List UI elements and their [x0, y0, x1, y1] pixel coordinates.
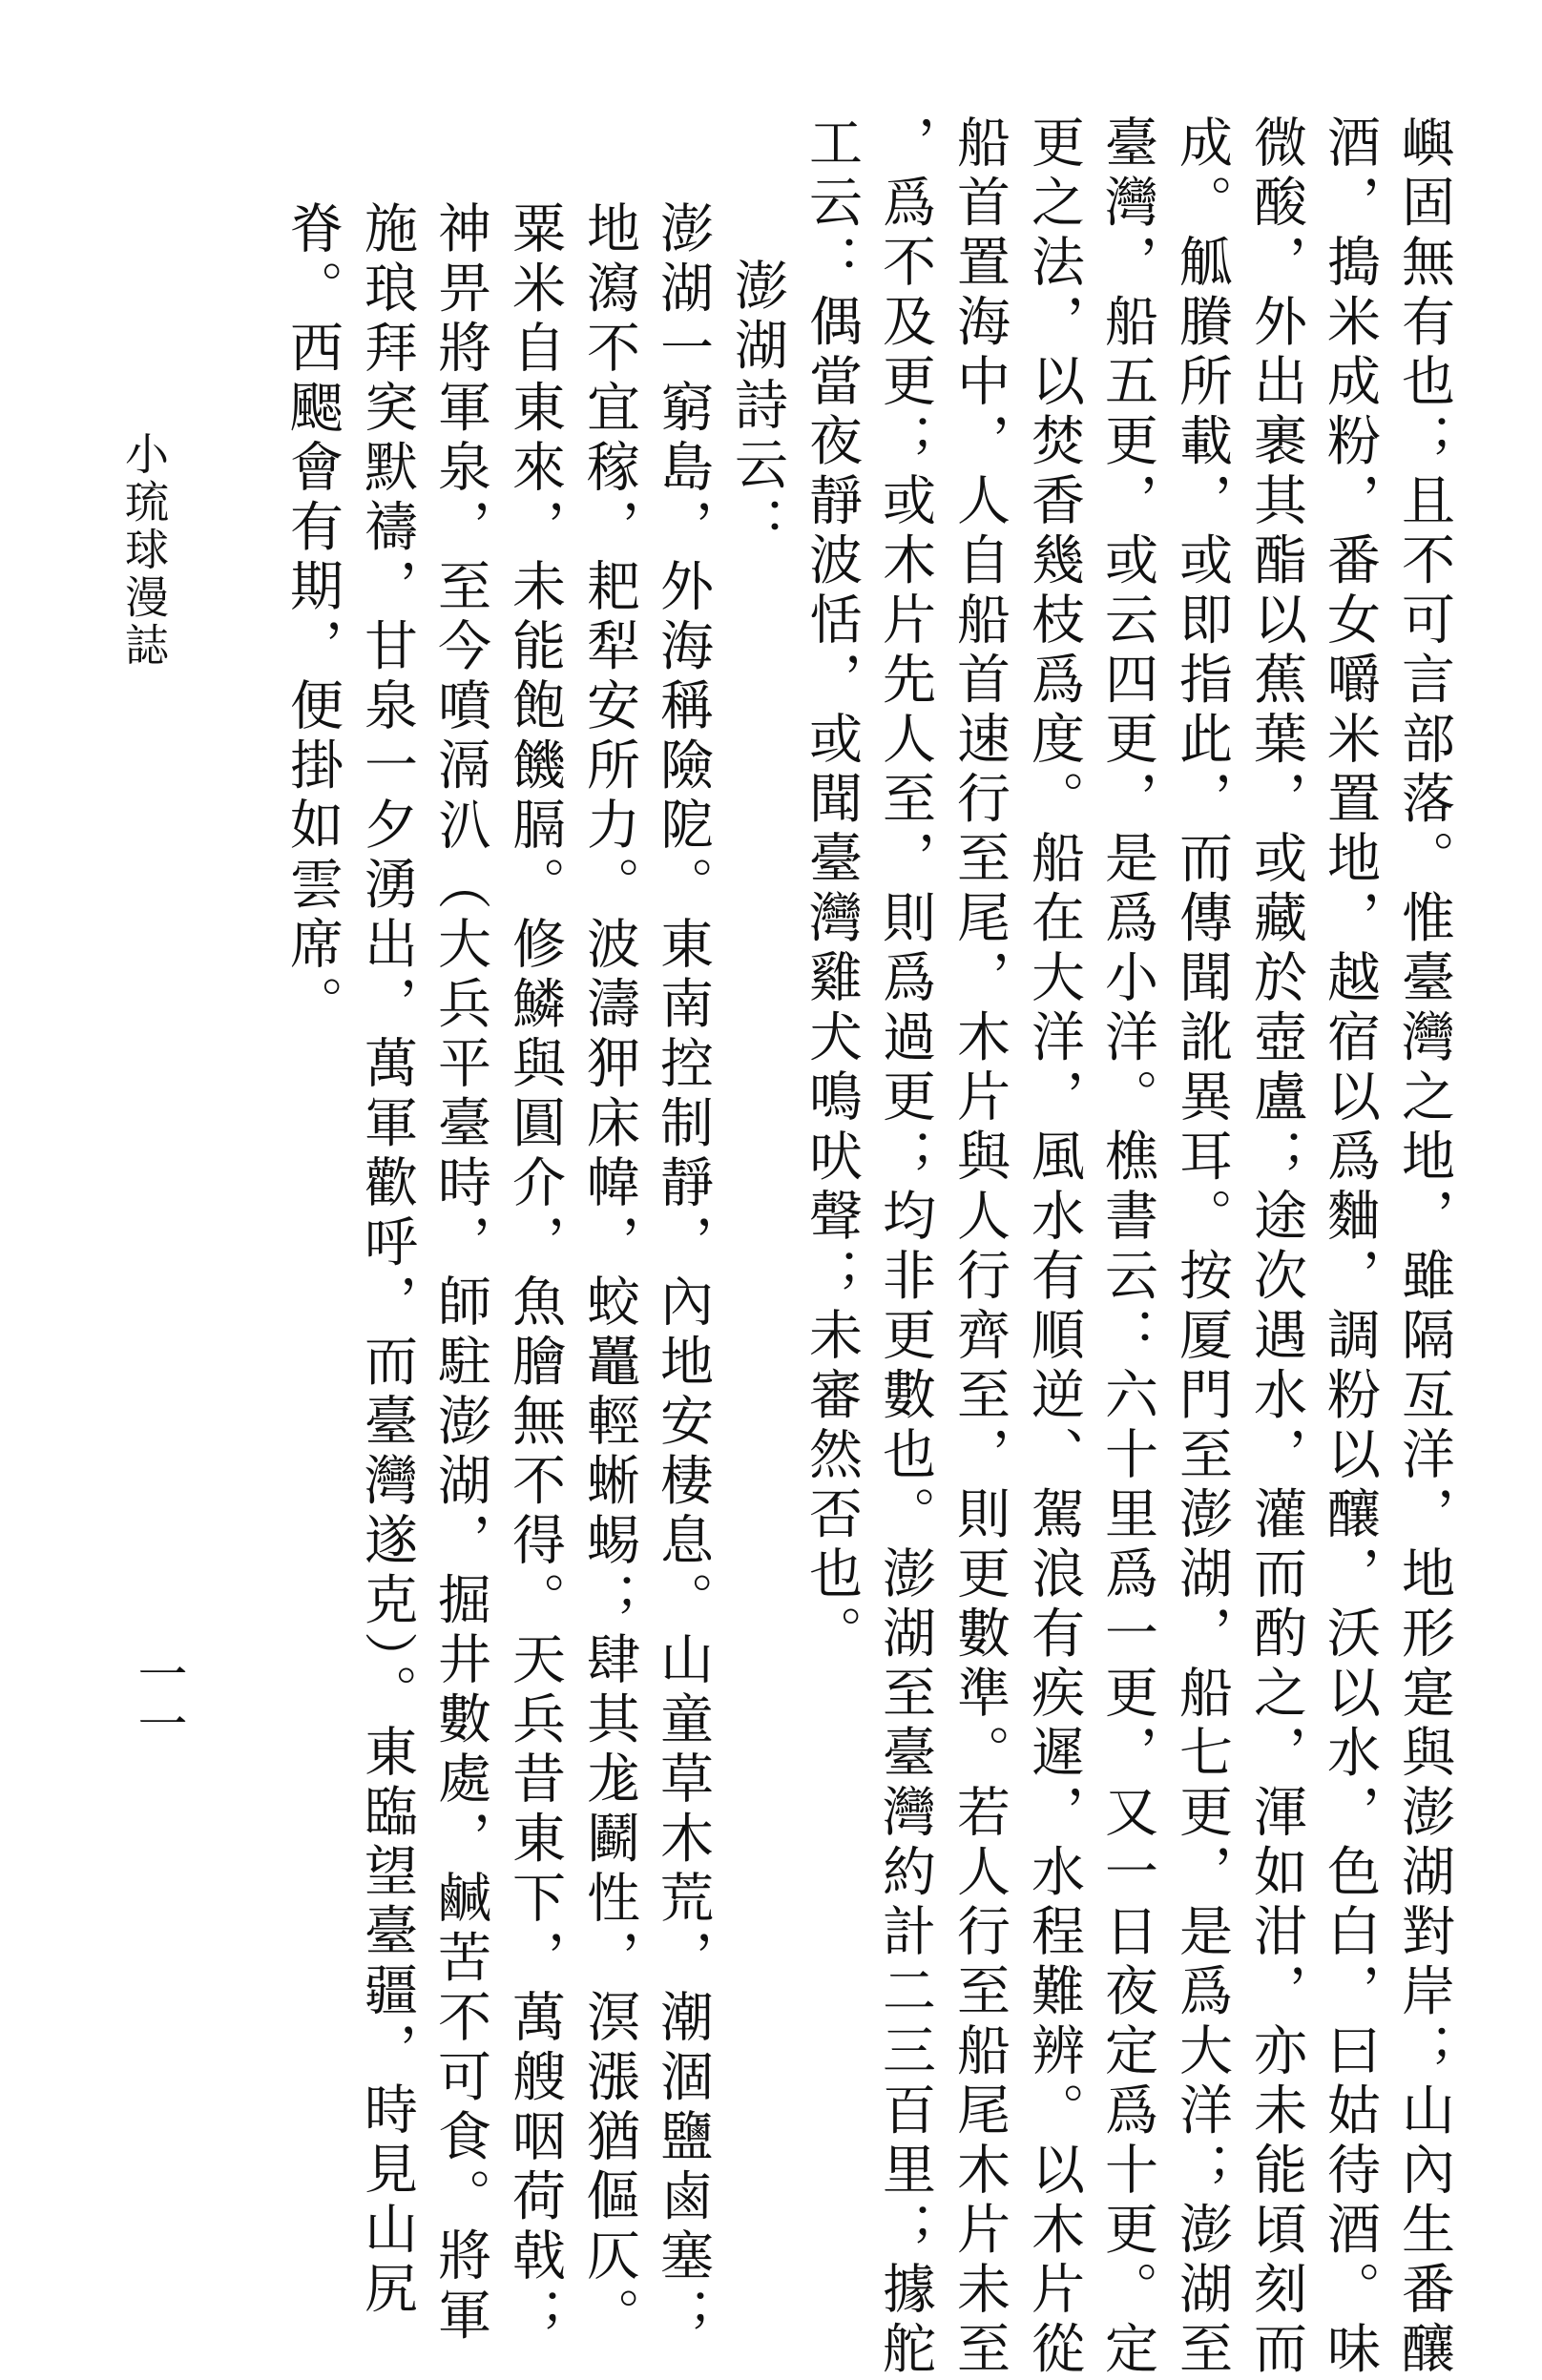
poem-column: 地瀉不宜稼，耙犁安所力。波濤狎床幃，蛟鼉輕蜥蜴；肆其尨鬬性，溟漲猶傴仄。	[578, 200, 640, 2347]
poem-column: 神畀將軍泉，至今噴滆汃（大兵平臺時，師駐澎湖，掘井數處，鹹苦不可食。將軍	[429, 200, 491, 2347]
text-column: ，爲不及更；或木片先人至，則爲過更；均非更數也。澎湖至臺灣約計二三百里；據舵	[874, 114, 936, 2380]
text-column: 更之法，以焚香幾枝爲度。船在大洋，風水有順逆、駕浪有疾遲，水程難辨。以木片從	[1023, 114, 1085, 2380]
poem-column: 澎湖一窮島，外海稱險阸。東南控制靜，內地安棲息。山童草木荒，潮涸鹽鹵塞；	[652, 200, 714, 2347]
poem-column: 施琅拜穾默禱，甘泉一夕湧出，萬軍歡呼，而臺灣遂克）。東臨望臺疆，時見山尻	[356, 200, 418, 2320]
text-column: 微酸，外出裹其酯以蕉葉，或藏於壺盧；途次遇水，灌而酌之，渾如泔，亦未能頃刻而	[1245, 114, 1307, 2380]
poem-column: 脊。西颸會有期，便掛如雲席。	[281, 200, 344, 1035]
text-column: 工云：偶當夜靜波恬，或聞臺灣雞犬鳴吠聲；未審然否也。	[801, 114, 863, 1665]
poem-intro: 澎湖詩云：	[726, 258, 788, 556]
text-column: 酒，搗米成粉，番女嚼米置地，越宿以爲麯，調粉以釀，沃以水，色白，曰姑待酒。味	[1319, 114, 1381, 2380]
text-column: 嶼固無有也；且不可言部落。惟臺灣之地，雖隔亙洋，地形寔與澎湖對岸；山內生番釀	[1393, 114, 1455, 2380]
book-title-header: 小琉球漫誌	[118, 431, 170, 670]
text-column: 船首置海中，人自船首速行至尾，木片與人行齊至，則更數準。若人行至船尾木片未至	[948, 114, 1011, 2380]
poem-column: 粟米自東來，未能飽饑膈。修鱗與圓介，魚膾無不得。天兵昔東下，萬艘咽荷戟；	[504, 200, 566, 2347]
text-column: 成。觚賸所載，或即指此，而傳聞訛異耳。按厦門至澎湖，船七更，是爲大洋；澎湖至	[1171, 114, 1233, 2380]
text-column: 臺灣，船五更，或云四更，是爲小洋。樵書云：六十里爲一更，又一日夜定爲十更。定	[1096, 114, 1158, 2380]
page-number: 一一	[129, 1648, 186, 1748]
